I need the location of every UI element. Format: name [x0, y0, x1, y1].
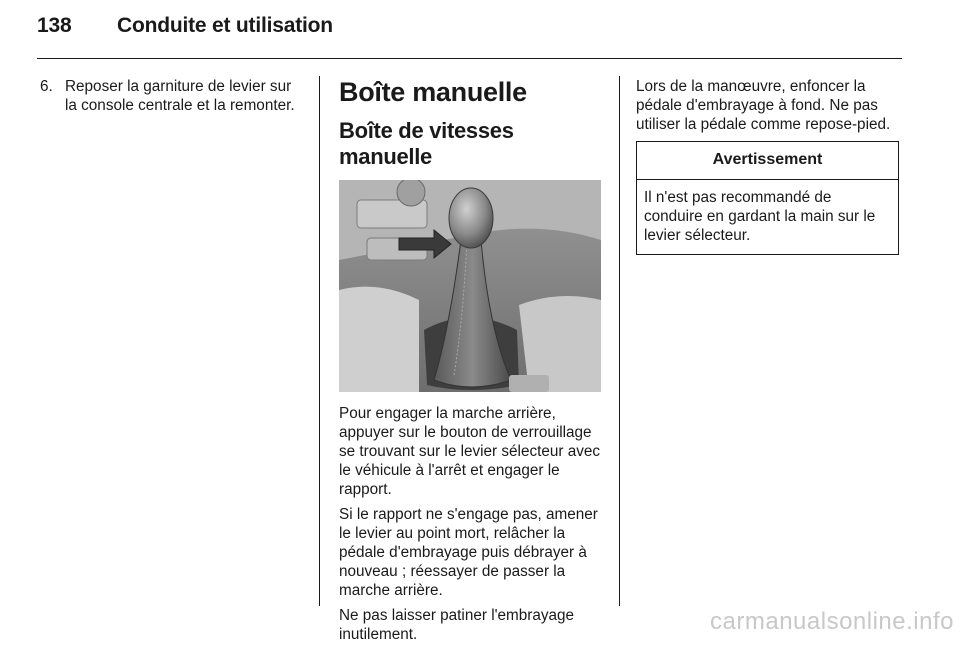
subsection-heading: Boîte de vitesses manuelle — [339, 118, 514, 169]
step-number: 6. — [40, 78, 53, 95]
column-divider-1 — [319, 76, 320, 606]
column-divider-2 — [619, 76, 620, 606]
section-heading: Boîte manuelle — [339, 77, 527, 107]
warning-text: Il n'est pas recommandé de conduire en gardant la main sur le levier sélecteur. — [644, 189, 876, 244]
paragraph-retry: Si le rapport ne s'engage pas, amener le levier au point mort, relâcher la pédale d'embrayage puis débrayer à nouveau ; réessayer de passer la marche arrière. — [339, 506, 598, 599]
watermark: carmanualsonline.info — [710, 608, 954, 635]
paragraph-maneuver: Lors de la manœuvre, enfoncer la pédale d'embrayage à fond. Ne pas utiliser la pédale comme repose-pied. — [636, 78, 891, 133]
column-2 — [339, 76, 602, 650]
paragraph-clutch: Ne pas laisser patiner l'embrayage inutilement. — [339, 607, 575, 643]
page-number: 138 — [37, 14, 72, 37]
gear-shift-lever-icon — [339, 180, 601, 392]
step-item — [40, 77, 305, 115]
header-rule — [37, 58, 902, 59]
paragraph-reverse-gear: Pour engager la marche arrière, appuyer sur le bouton de verrouillage se trouvant sur le levier sélecteur avec le véhicule à l'arrêt et engager le rapport. — [339, 405, 601, 498]
column-3 — [636, 77, 903, 255]
step-text: Reposer la garniture de levier sur la console centrale et la remonter. — [65, 78, 295, 114]
chapter-title: Conduite et utilisation — [117, 14, 333, 37]
page-header — [37, 14, 333, 38]
warning-box — [636, 141, 899, 255]
warning-title: Avertissement — [637, 142, 898, 180]
column-1 — [40, 77, 305, 115]
